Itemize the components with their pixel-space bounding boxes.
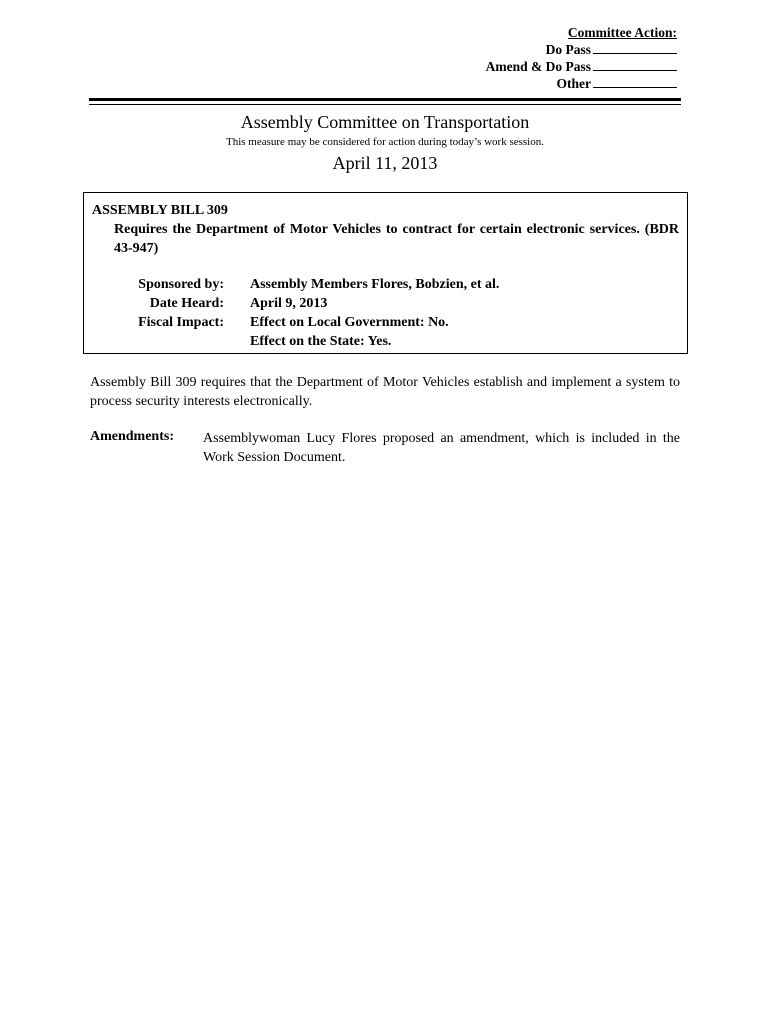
action-blank-line <box>593 76 677 88</box>
date-heard-row <box>84 294 684 313</box>
action-option-label: Other <box>556 76 591 91</box>
action-other <box>486 75 677 92</box>
fiscal-local-value: Effect on Local Government: No. <box>250 315 449 330</box>
action-blank-line <box>593 42 677 54</box>
bill-info-box <box>83 192 688 354</box>
fiscal-state-value: Effect on the State: Yes. <box>250 334 392 349</box>
bill-number: ASSEMBLY BILL 309 <box>92 203 228 218</box>
action-amend-do-pass <box>486 58 677 75</box>
sponsored-by-label: Sponsored by: <box>138 277 224 292</box>
sponsored-row <box>84 275 684 294</box>
action-option-label: Amend & Do Pass <box>485 59 591 74</box>
committee-action-title: Committee Action: <box>567 25 677 40</box>
session-date: April 11, 2013 <box>332 153 438 173</box>
bill-summary: Assembly Bill 309 requires that the Department of Motor Vehicles establish and implement a system to process security interests electronically. <box>90 375 680 409</box>
fiscal-impact-row <box>84 313 684 332</box>
date-heard-label: Date Heard: <box>149 296 224 311</box>
fiscal-impact-label: Fiscal Impact: <box>138 315 224 330</box>
work-session-note: This measure may be considered for action during today’s work session. <box>225 136 544 148</box>
fiscal-state-row <box>84 332 684 351</box>
header-divider-thin <box>89 104 681 105</box>
amendments-label: Amendments: <box>90 429 174 444</box>
bill-metadata <box>84 275 684 351</box>
sponsored-by-value: Assembly Members Flores, Bobzien, et al. <box>250 277 500 292</box>
bill-description: Requires the Department of Motor Vehicles to contract for certain electronic services. (BDR 43-947) <box>114 222 679 256</box>
action-blank-line <box>593 59 677 71</box>
date-heard-value: April 9, 2013 <box>250 296 328 311</box>
amendments-text: Assemblywoman Lucy Flores proposed an amendment, which is included in the Work Session Document. <box>203 431 680 465</box>
action-option-label: Do Pass <box>545 42 591 57</box>
committee-title: Assembly Committee on Transportation <box>240 112 530 132</box>
header-divider-thick <box>89 98 681 101</box>
committee-action-block <box>486 24 677 92</box>
action-do-pass <box>486 41 677 58</box>
